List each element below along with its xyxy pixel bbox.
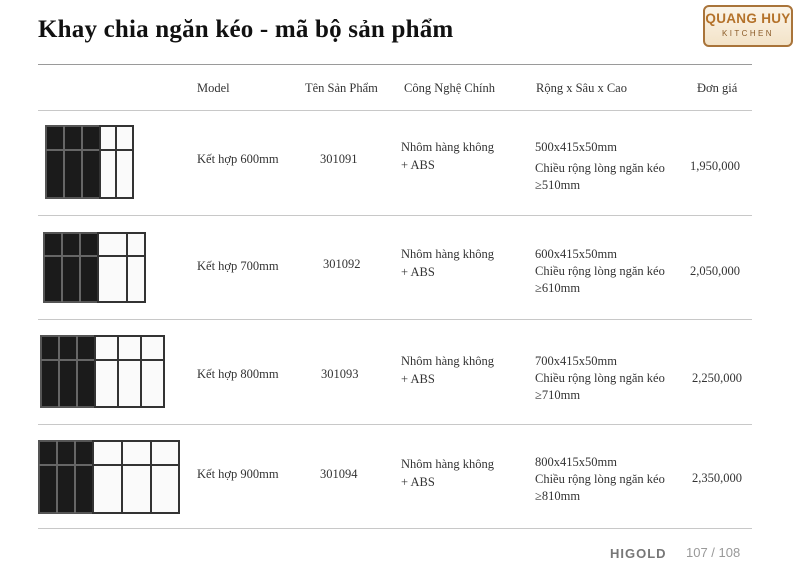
row-2-dim-1: 600x415x50mm [535, 247, 617, 261]
row-3-code: 301093 [321, 367, 359, 381]
row-4-model: Kết hợp 900mm [197, 467, 279, 481]
row-4-price: 2,350,000 [692, 471, 742, 485]
row-1-dim-2: Chiều rộng lòng ngăn kéo [535, 161, 665, 175]
row-2-code: 301092 [323, 257, 361, 271]
row-4-dim-3: ≥810mm [535, 489, 581, 503]
row-divider [38, 424, 752, 425]
row-3-dim-1: 700x415x50mm [535, 354, 617, 368]
header-product-code: Tên Sản Phẩm [305, 81, 378, 95]
row-1-tech-1: Nhôm hàng không [401, 140, 495, 154]
higold-brand-mark: HIGOLD [610, 546, 667, 561]
row-1-tech-2: + ABS [401, 158, 435, 172]
drawer-tray-900-image [38, 440, 182, 515]
row-2-dim-2: Chiều rộng lòng ngăn kéo [535, 264, 665, 278]
logo-line-1: QUANG HUY [705, 11, 791, 26]
row-2-model: Kết hợp 700mm [197, 259, 279, 273]
header-model: Model [197, 81, 230, 95]
page-title: Khay chia ngăn kéo - mã bộ sản phẩm [38, 16, 454, 43]
row-3-dim-2: Chiều rộng lòng ngăn kéo [535, 371, 665, 385]
header-technology: Công Nghệ Chính [404, 81, 495, 95]
row-divider [38, 319, 752, 320]
row-4-dim-1: 800x415x50mm [535, 455, 617, 469]
row-3-dim-3: ≥710mm [535, 388, 581, 402]
row-3-tech-1: Nhôm hàng không [401, 354, 495, 368]
table-top-rule [38, 64, 752, 65]
header-price: Đơn giá [697, 81, 738, 95]
row-2-tech-1: Nhôm hàng không [401, 247, 495, 261]
row-divider [38, 528, 752, 529]
row-1-dim-3: ≥510mm [535, 178, 581, 192]
row-2-dim-3: ≥610mm [535, 281, 581, 295]
row-4-tech-1: Nhôm hàng không [401, 457, 495, 471]
row-3-price: 2,250,000 [692, 371, 742, 385]
row-4-tech-2: + ABS [401, 475, 435, 489]
row-3-tech-2: + ABS [401, 372, 435, 386]
header-dimensions: Rộng x Sâu x Cao [536, 81, 627, 95]
row-divider [38, 215, 752, 216]
row-1-dim-1: 500x415x50mm [535, 140, 617, 154]
row-2-tech-2: + ABS [401, 265, 435, 279]
row-1-model: Kết hợp 600mm [197, 152, 279, 166]
page-number: 107 / 108 [686, 545, 741, 560]
row-1-price: 1,950,000 [690, 159, 740, 173]
row-3-model: Kết hợp 800mm [197, 367, 279, 381]
row-2-price: 2,050,000 [690, 264, 740, 278]
row-4-dim-2: Chiều rộng lòng ngăn kéo [535, 472, 665, 486]
drawer-tray-700-image [43, 232, 147, 304]
row-4-code: 301094 [320, 467, 358, 481]
logo-line-2: KITCHEN [722, 29, 774, 38]
drawer-tray-600-image [45, 125, 135, 200]
row-divider [38, 110, 752, 111]
drawer-tray-800-image [40, 335, 166, 409]
row-1-code: 301091 [320, 152, 358, 166]
quang-huy-kitchen-logo [703, 5, 793, 47]
